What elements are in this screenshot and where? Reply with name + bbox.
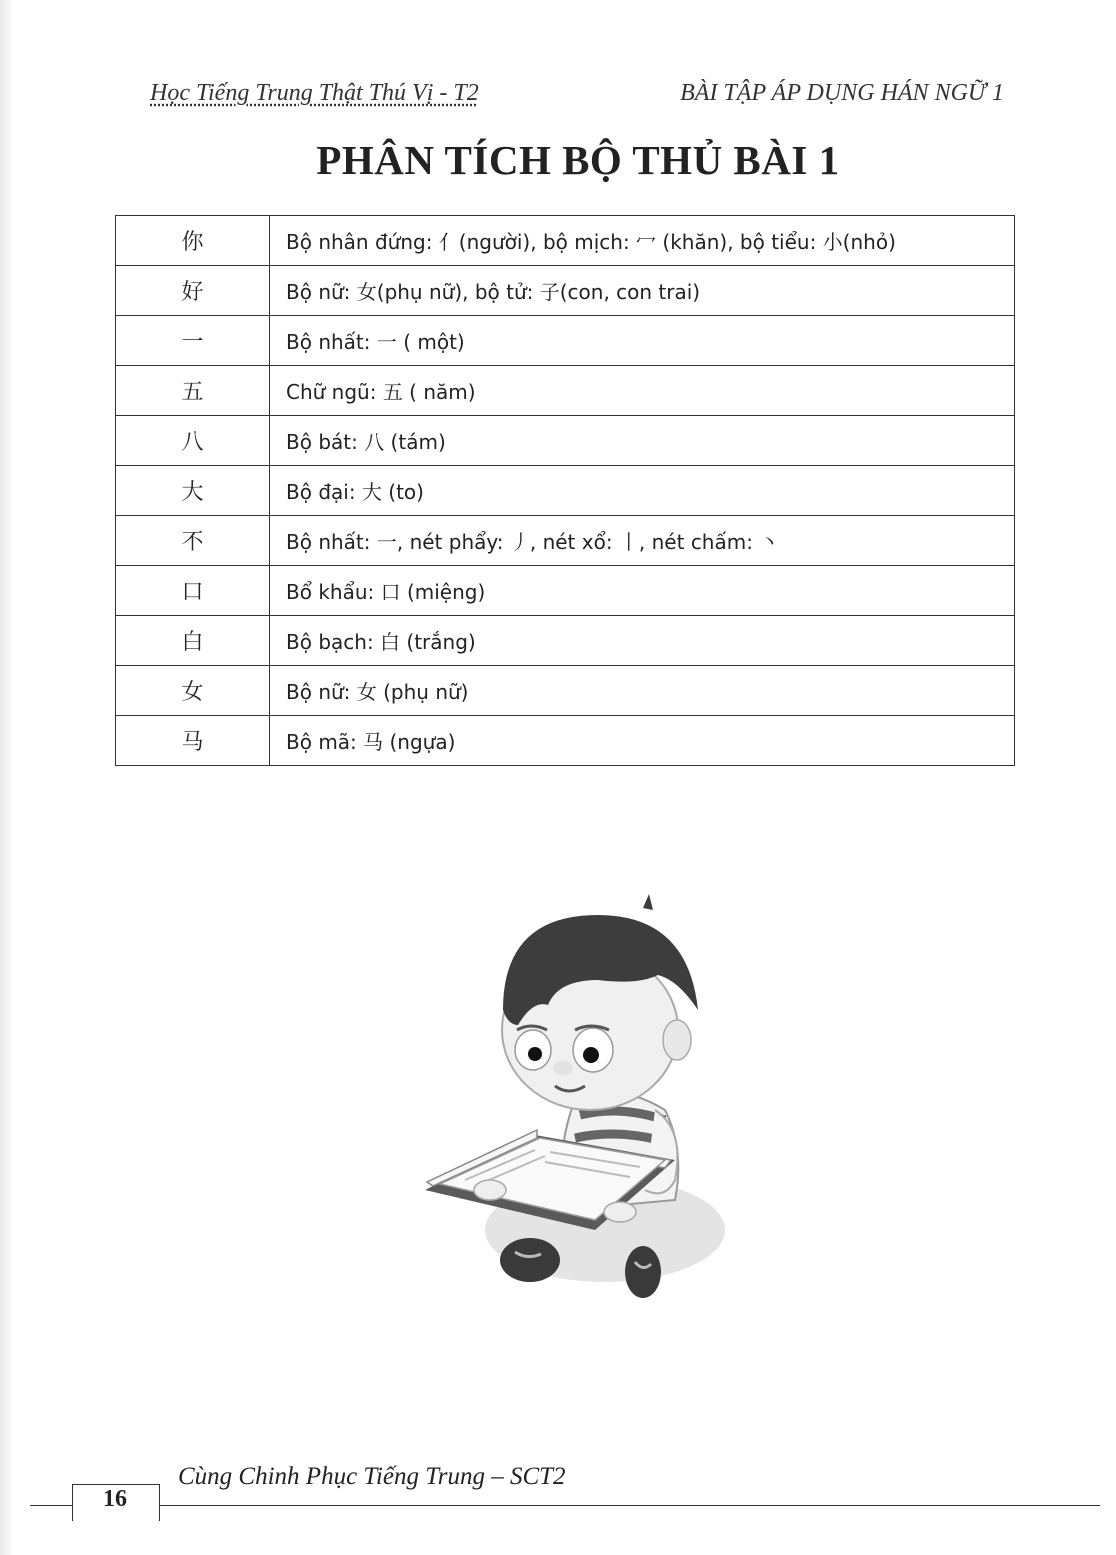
hanzi-cell: 八 <box>116 416 270 466</box>
table-row <box>116 716 1015 766</box>
footer-rule <box>30 1505 1100 1506</box>
table-row <box>116 266 1015 316</box>
radical-description-cell: Bộ nữ: 女 (phụ nữ) <box>270 666 1015 716</box>
radical-description-cell: Chữ ngũ: 五 ( năm) <box>270 366 1015 416</box>
hanzi-cell: 马 <box>116 716 270 766</box>
footer-series-title: Cùng Chinh Phục Tiếng Trung – SCT2 <box>178 1463 566 1490</box>
running-header-book-title: Học Tiếng Trung Thật Thú Vị - T2 <box>150 80 479 106</box>
table-body <box>116 216 1015 766</box>
radical-description-cell: Bộ nhân đứng: 亻(người), bộ mịch: 冖 (khăn), bộ tiểu: 小(nhỏ) <box>270 216 1015 266</box>
left-hand <box>474 1180 506 1200</box>
radical-description-cell: Bộ mã: 马 (ngựa) <box>270 716 1015 766</box>
radical-description-cell: Bộ nhất: 一 ( một) <box>270 316 1015 366</box>
scan-edge <box>0 0 14 1555</box>
table-row <box>116 416 1015 466</box>
radical-description-cell: Bộ nhất: 一, nét phẩy: 丿, nét xổ: 丨, nét chấm: 丶 <box>270 516 1015 566</box>
table-row <box>116 516 1015 566</box>
radical-analysis-table <box>115 215 1015 766</box>
right-shoe-icon <box>625 1246 661 1298</box>
left-shoe-icon <box>500 1238 560 1282</box>
child-head <box>502 894 698 1110</box>
hanzi-cell: 大 <box>116 466 270 516</box>
table-row <box>116 666 1015 716</box>
hanzi-cell: 白 <box>116 616 270 666</box>
hanzi-cell: 五 <box>116 366 270 416</box>
page-number: 16 <box>103 1486 127 1512</box>
page-title: PHÂN TÍCH BỘ THỦ BÀI 1 <box>316 137 840 183</box>
radical-description-cell: Bộ nữ: 女(phụ nữ), bộ tử: 子(con, con trai) <box>270 266 1015 316</box>
radical-description-cell: Bổ khẩu: 口 (miệng) <box>270 566 1015 616</box>
table-row <box>116 616 1015 666</box>
table-row <box>116 566 1015 616</box>
radical-description-cell: Bộ bát: 八 (tám) <box>270 416 1015 466</box>
hanzi-cell: 你 <box>116 216 270 266</box>
table-row <box>116 316 1015 366</box>
right-hand <box>604 1202 636 1222</box>
hanzi-cell: 女 <box>116 666 270 716</box>
hanzi-cell: 不 <box>116 516 270 566</box>
table-row <box>116 466 1015 516</box>
table-row <box>116 216 1015 266</box>
radical-description-cell: Bộ đại: 大 (to) <box>270 466 1015 516</box>
hanzi-cell: 口 <box>116 566 270 616</box>
running-header-section: BÀI TẬP ÁP DỤNG HÁN NGỮ 1 <box>680 80 1004 106</box>
child-reading-book-illustration <box>415 890 755 1310</box>
table-row <box>116 366 1015 416</box>
hanzi-cell: 一 <box>116 316 270 366</box>
hanzi-cell: 好 <box>116 266 270 316</box>
radical-description-cell: Bộ bạch: 白 (trắng) <box>270 616 1015 666</box>
